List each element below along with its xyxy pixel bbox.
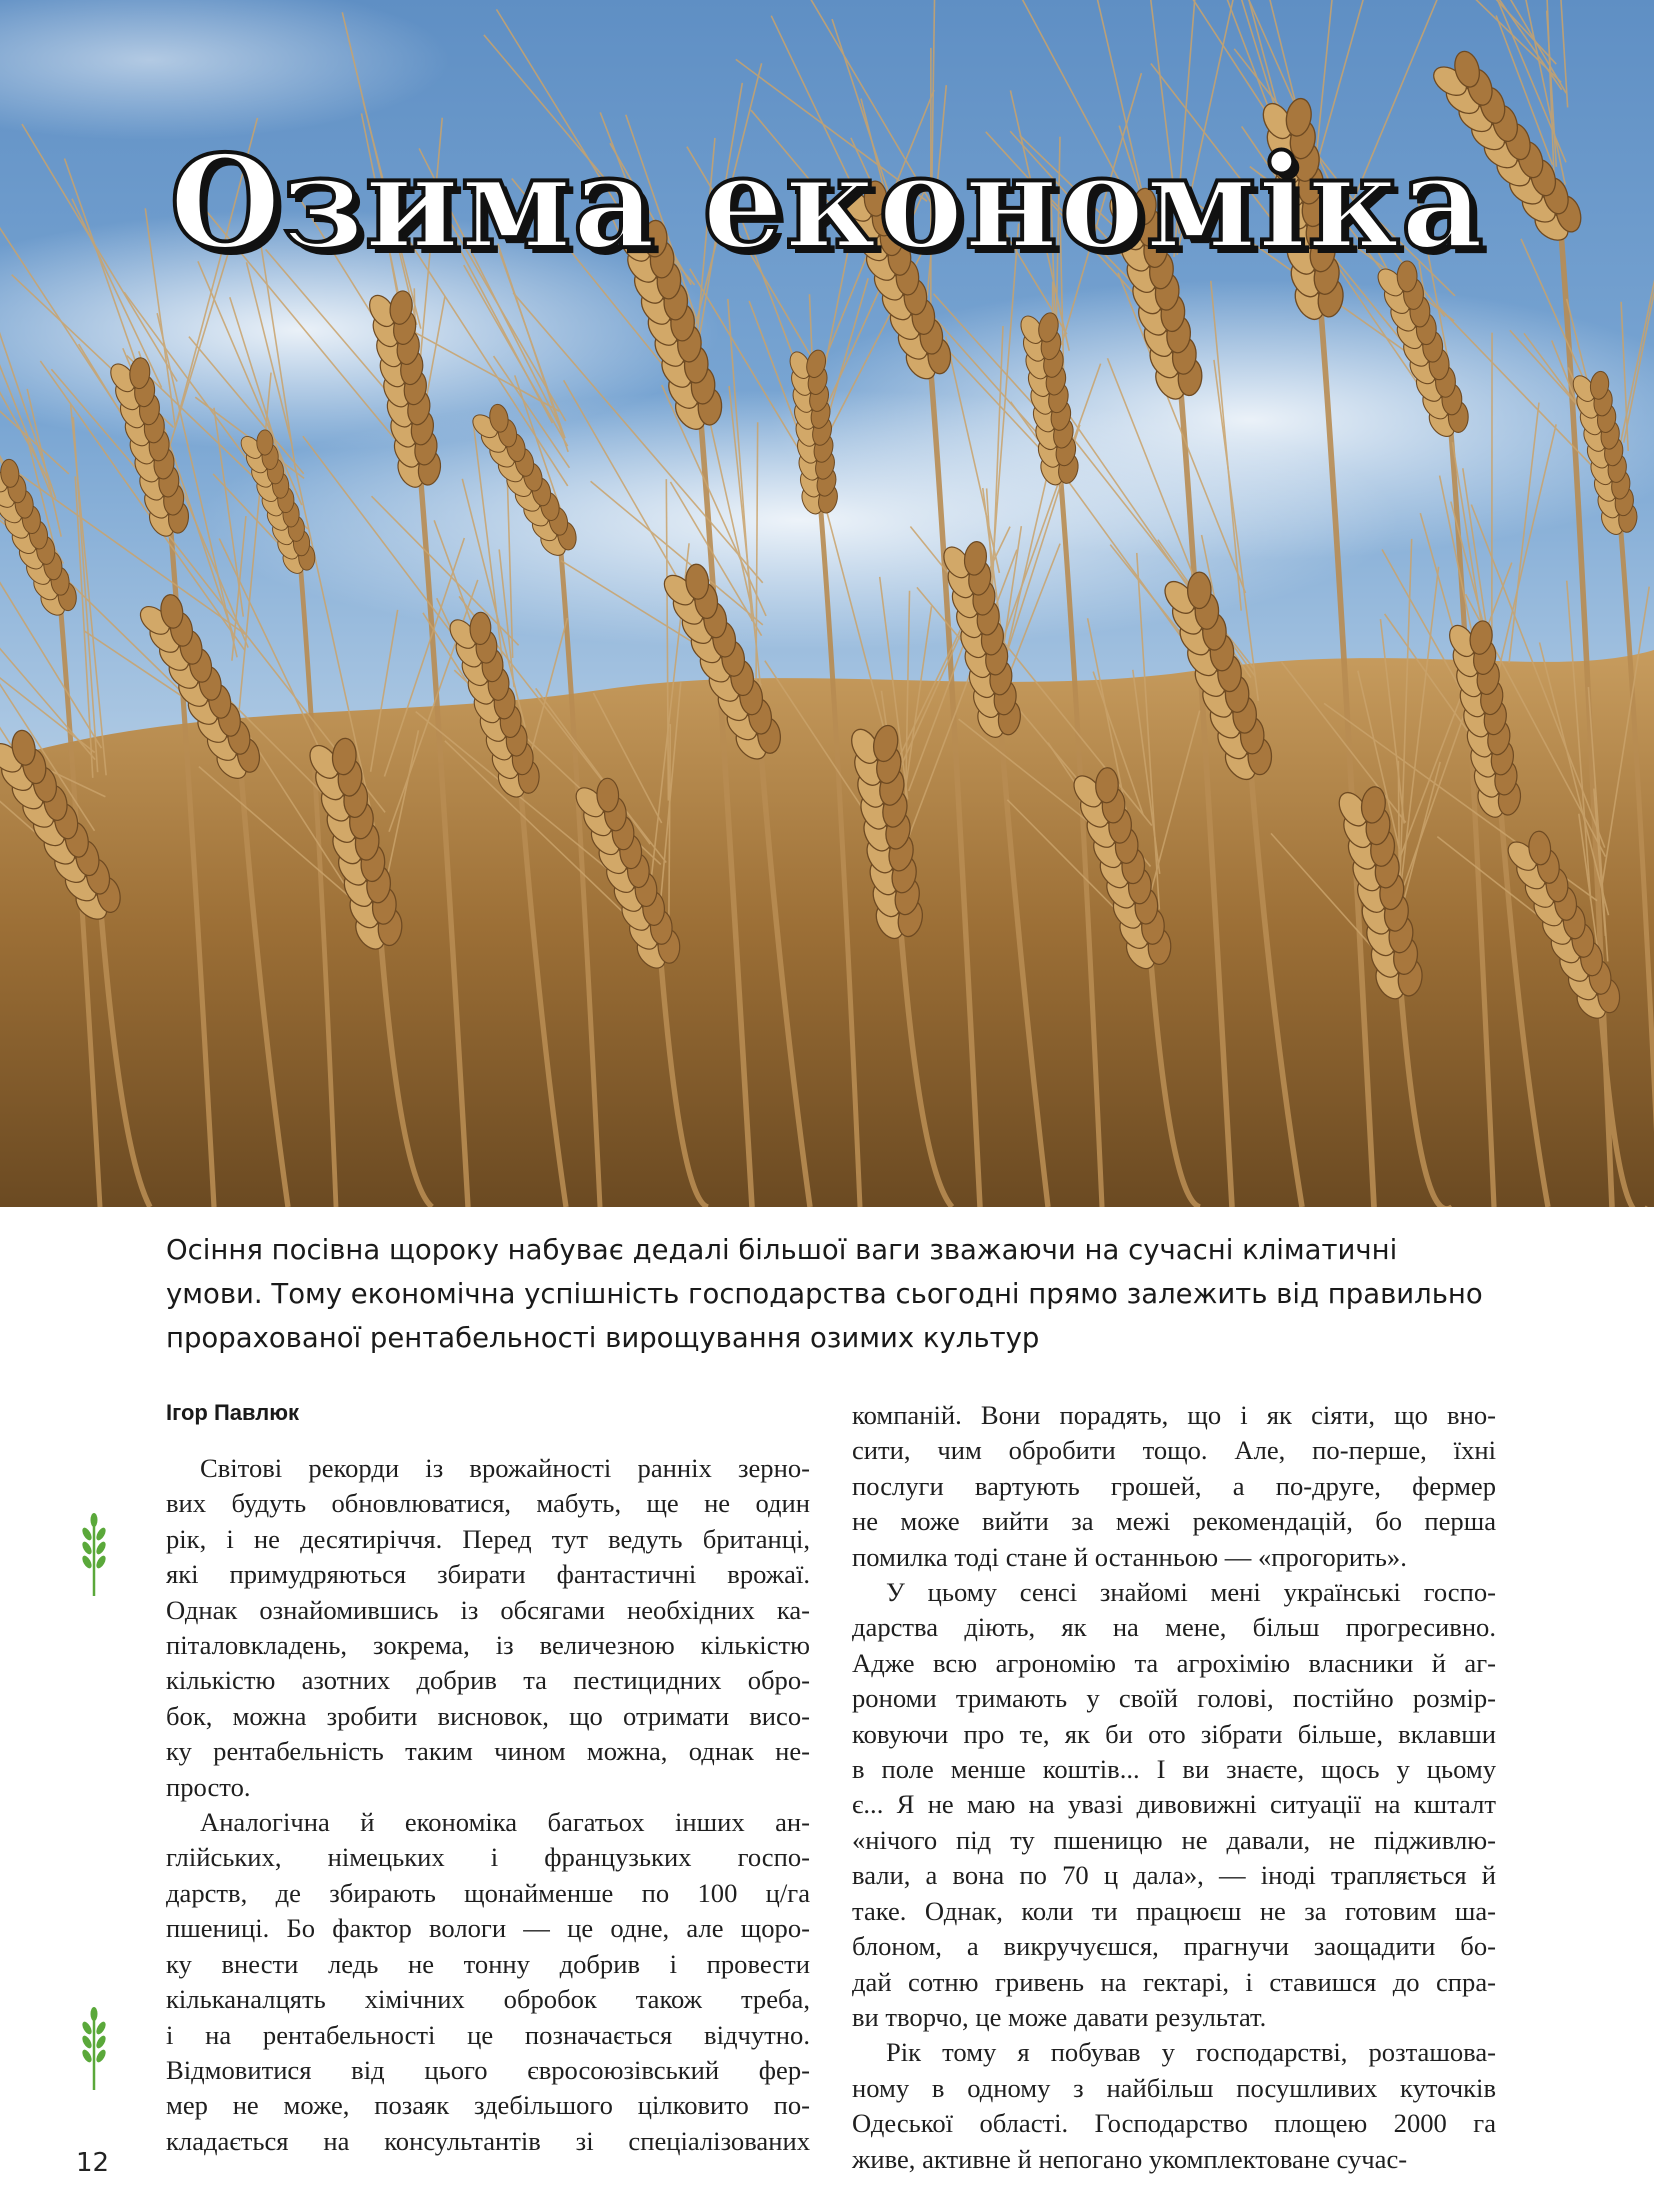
- text-line: піталовкладень, зокрема, із величезною кількістю: [166, 1630, 810, 1661]
- body-paragraph: [166, 1451, 810, 1805]
- text-line: Рік тому я побував у господарстві, розташова-: [886, 2037, 1496, 2068]
- text-line: Аналогічна й економіка багатьох інших ан-: [200, 1807, 810, 1838]
- lede-line: Осіння посівна щороку набуває дедалі більшої ваги зважаючи на сучасні кліматичні: [166, 1234, 1398, 1266]
- text-line: пшениці. Бо фактор вологи — це одне, але щоро-: [166, 1913, 810, 1944]
- lede-line: прорахованої рентабельності вирощування озимих культур: [166, 1322, 1040, 1354]
- text-line: дарства діють, як на мене, більш прогресивно.: [852, 1612, 1496, 1643]
- right-text-column: [852, 1398, 1496, 2177]
- text-line: є... Я не маю на увазі дивовижні ситуації на кшталт: [852, 1789, 1496, 1820]
- text-line: Одеської області. Господарство площею 2000 га: [852, 2108, 1496, 2139]
- text-line: ку рентабельність таким чином можна, однак не-: [166, 1736, 810, 1767]
- body-paragraph: [852, 1398, 1496, 1575]
- text-line: блоном, а викручуєшся, прагнучи заощадити бо-: [852, 1931, 1496, 1962]
- text-line: Однак ознайомившись із обсягами необхідних ка-: [166, 1594, 810, 1625]
- text-line: живе, активне й непогано укомплектоване сучас-: [852, 2143, 1408, 2174]
- article-title: Озима економіка: [169, 128, 1485, 278]
- text-line: в поле менше коштів... І ви знаєте, щось у цьому: [852, 1754, 1496, 1785]
- text-line: дарств, де збирають щонайменше по 100 ц/га: [166, 1877, 810, 1908]
- article-lede: [166, 1228, 1483, 1360]
- text-line: вих будуть обновлюватися, мабуть, ще не один: [166, 1488, 810, 1519]
- wheat-icon: [77, 2006, 111, 2090]
- text-line: Адже всю агрономію та агрохімію власники й аг-: [852, 1647, 1496, 1678]
- text-line: кладається на консультантів зі спеціалізованих: [166, 2125, 810, 2156]
- text-line: кількістю азотних добрив та пестицидних обро-: [166, 1665, 810, 1696]
- text-line: рік, і не десятиріччя. Перед тут ведуть британці,: [166, 1523, 810, 1554]
- text-line: послуги вартують грошей, а по-друге, фермер: [852, 1470, 1496, 1501]
- text-line: дай сотню гривень на гектарі, і ставишся до спра-: [852, 1966, 1496, 1997]
- text-line: ковуючи про те, як би ото зібрати більше, вклавши: [852, 1718, 1496, 1749]
- text-line: мер не може, позаяк здебільшого цілковито по-: [166, 2090, 810, 2121]
- body-paragraph: [852, 1575, 1496, 2035]
- wheat-icon: [77, 1512, 111, 1596]
- text-line: ку внести ледь не тонну добрив і провести: [166, 1948, 810, 1979]
- text-line: сити, чим обробити тощо. Але, по-перше, їхні: [852, 1435, 1496, 1466]
- text-line: які примудряються збирати фантастичні врожаї.: [166, 1559, 810, 1590]
- text-line: і на рентабельності це позначається відчутно.: [166, 2019, 810, 2050]
- author-byline: Ігор Павлюк: [166, 1400, 300, 1425]
- text-line: ному в одному з найбільш посушливих куточків: [852, 2072, 1496, 2103]
- left-text-column: [166, 1451, 810, 2159]
- text-line: таке. Однак, коли ти працюєш не за готовим ша-: [852, 1895, 1496, 1926]
- body-paragraph: [852, 2035, 1496, 2177]
- text-line: глійських, німецьких і французьких госпо-: [166, 1842, 810, 1873]
- text-line: компаній. Вони порадять, що і як сіяти, що вно-: [852, 1400, 1496, 1430]
- text-line: ви творчо, це може давати результат.: [852, 2001, 1267, 2032]
- text-line: просто.: [166, 1771, 251, 1802]
- body-paragraph: [166, 1805, 810, 2159]
- text-line: вали, а вона по 70 ц дала», — іноді трапляється й: [852, 1860, 1496, 1891]
- text-line: не може вийти за межі рекомендацій, бо перша: [852, 1506, 1496, 1537]
- text-line: помилка тоді стане й останньою — «прогорить».: [852, 1541, 1407, 1572]
- text-line: У цьому сенсі знайомі мені українські госпо-: [886, 1577, 1496, 1608]
- text-line: Відмовитися від цього євросоюзівський фер-: [166, 2054, 810, 2085]
- lede-line: умови. Тому економічна успішність господарства сьогодні прямо залежить від правильно: [166, 1278, 1483, 1310]
- page-number: 12: [76, 2148, 110, 2178]
- text-line: кільканалцять хімічних обробок також треба,: [166, 1984, 810, 2015]
- text-line: «нічого під ту пшеницю не давали, не підживлю-: [852, 1824, 1496, 1855]
- text-line: бок, можна зробити висновок, що отримати висо-: [166, 1700, 810, 1731]
- text-line: Світові рекорди із врожайності ранніх зерно-: [200, 1453, 810, 1483]
- text-line: рономи тримають у своїй голові, постійно розмір-: [852, 1683, 1496, 1714]
